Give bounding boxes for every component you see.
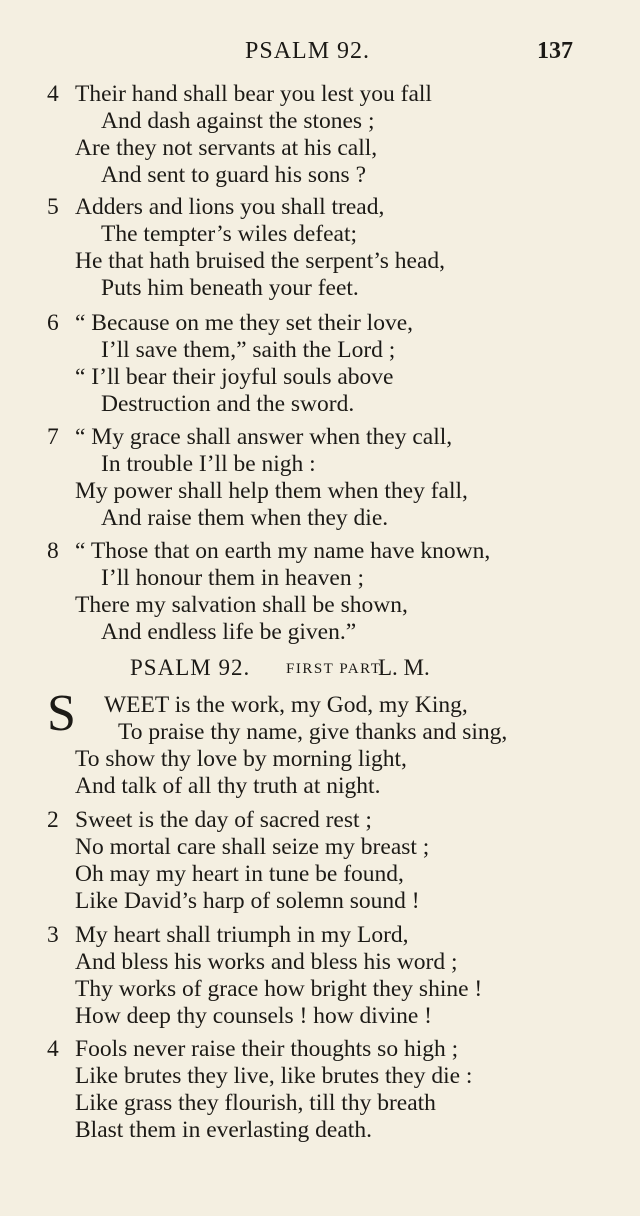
verse-line: And talk of all thy truth at night. — [75, 773, 381, 799]
verse-line: Fools never raise their thoughts so high ; — [75, 1036, 459, 1062]
running-head — [0, 38, 640, 72]
verse-line: The tempter’s wiles defeat; — [101, 221, 358, 247]
verse-line: Destruction and the sword. — [101, 391, 355, 417]
page-number: 137 — [537, 38, 573, 64]
verse-line: WEET is the work, my God, my King, — [104, 692, 468, 718]
verse-line: He that hath bruised the serpent’s head, — [75, 248, 446, 274]
verse-line: “ Those that on earth my name have known, — [75, 538, 491, 564]
stanza-number: 8 — [47, 538, 59, 564]
drop-cap: S — [47, 685, 76, 742]
stanza-number: 4 — [47, 81, 59, 107]
verse-line: Like David’s harp of solemn sound ! — [75, 888, 420, 914]
verse-line: To praise thy name, give thanks and sing, — [118, 719, 508, 745]
verse-line: Blast them in everlasting death. — [75, 1117, 372, 1143]
verse-line: My power shall help them when they fall, — [75, 478, 468, 504]
verse-line: I’ll honour them in heaven ; — [101, 565, 364, 591]
verse-line: Like grass they flourish, till thy breath — [75, 1090, 436, 1116]
verse-line: How deep thy counsels ! how divine ! — [75, 1003, 432, 1029]
verse-line: “ My grace shall answer when they call, — [75, 424, 453, 450]
running-head-title: PSALM 92. — [245, 38, 371, 64]
verse-line: And bless his works and bless his word ; — [75, 949, 458, 975]
stanza-number: 7 — [47, 424, 59, 450]
verse-line: Their hand shall bear you lest you fall — [75, 81, 432, 107]
stanza-number: 3 — [47, 922, 59, 948]
verse-line: “ Because on me they set their love, — [75, 310, 414, 336]
verse-line: To show thy love by morning light, — [75, 746, 407, 772]
verse-line: There my salvation shall be shown, — [75, 592, 408, 618]
stanza-number: 2 — [47, 807, 59, 833]
verse-line: Sweet is the day of sacred rest ; — [75, 807, 372, 833]
stanza-number: 4 — [47, 1036, 59, 1062]
stanza-number: 5 — [47, 194, 59, 220]
verse-line: Like brutes they live, like brutes they die : — [75, 1063, 473, 1089]
section-part: FIRST PART. — [286, 661, 386, 677]
verse-line: Thy works of grace how bright they shine ! — [75, 976, 483, 1002]
verse-line: And dash against the stones ; — [101, 108, 375, 134]
verse-line: I’ll save them,” saith the Lord ; — [101, 337, 396, 363]
verse-line: Adders and lions you shall tread, — [75, 194, 385, 220]
section-meter: L. M. — [378, 655, 430, 680]
verse-line: “ I’ll bear their joyful souls above — [75, 364, 394, 390]
verse-line: Oh may my heart in tune be found, — [75, 861, 404, 887]
verse-line: Are they not servants at his call, — [75, 135, 378, 161]
verse-line: No mortal care shall seize my breast ; — [75, 834, 430, 860]
verse-line: And raise them when they die. — [101, 505, 389, 531]
verse-line: And endless life be given.” — [101, 619, 357, 645]
section-heading — [0, 655, 640, 687]
stanza-number: 6 — [47, 310, 59, 336]
verse-line: And sent to guard his sons ? — [101, 162, 367, 188]
verse-line: In trouble I’ll be nigh : — [101, 451, 316, 477]
verse-line: My heart shall triumph in my Lord, — [75, 922, 409, 948]
section-title: PSALM 92. — [130, 655, 251, 680]
verse-line: Puts him beneath your feet. — [101, 275, 359, 301]
